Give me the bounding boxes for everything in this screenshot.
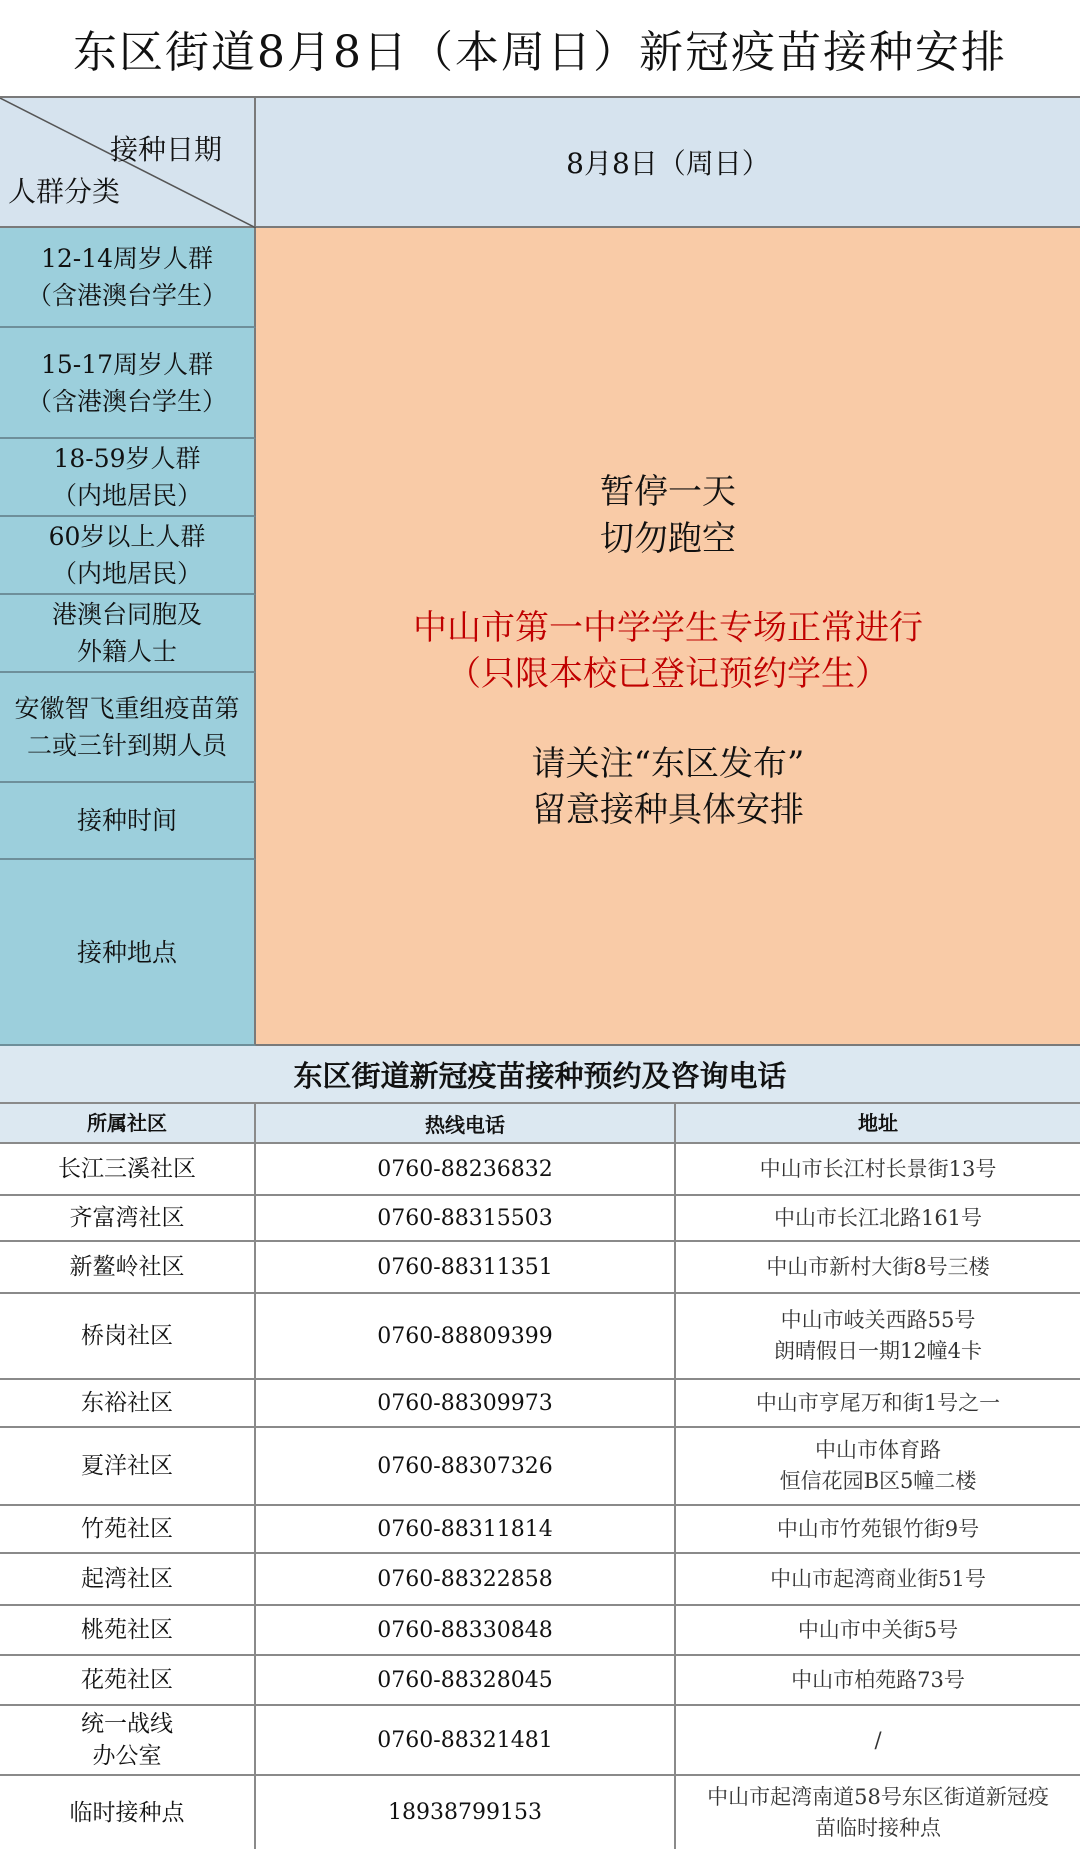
location-row-label [0, 860, 256, 1046]
header-phone: 热线电话 [256, 1104, 676, 1142]
address-line: 朗晴假日一期12幢4卡 [773, 1339, 983, 1363]
notice-line: 请关注“东区发布” [531, 744, 805, 784]
address-cell: 中山市柏苑路73号 [791, 1667, 965, 1692]
header-address: 地址 [858, 1110, 898, 1135]
address-cell: / [874, 1727, 882, 1752]
address-cell: 中山市起湾商业街51号 [770, 1566, 986, 1591]
suspension-notice [256, 228, 1080, 1046]
community-cell: 临时接种点 [0, 1776, 256, 1849]
group-column [0, 228, 256, 1046]
community-cell: 起湾社区 [0, 1554, 256, 1604]
group-row [0, 673, 256, 783]
community-cell: 东裕社区 [0, 1380, 256, 1426]
group-line1: 港澳台同胞及 [51, 600, 202, 629]
community-cell [0, 1706, 256, 1774]
page-title: 东区街道8月8日（本周日）新冠疫苗接种安排 [0, 0, 1080, 98]
table-row [0, 1656, 1080, 1706]
table-row [0, 1554, 1080, 1606]
phone-cell: 18938799153 [256, 1776, 676, 1849]
phone-cell: 0760-88330848 [256, 1606, 676, 1654]
notice-line: 暂停一天 [600, 472, 736, 512]
notice-line: 切勿跑空 [600, 519, 736, 559]
address-cell: 中山市长江北路161号 [773, 1205, 983, 1230]
address-line: 恒信花园B区5幢二楼 [779, 1469, 977, 1493]
community-cell: 桃苑社区 [0, 1606, 256, 1654]
community-cell: 新鳌岭社区 [0, 1242, 256, 1292]
corner-label-group: 人群分类 [8, 175, 121, 208]
date-header: 8月8日（周日） [256, 98, 1080, 228]
group-row [0, 517, 256, 595]
phone-cell: 0760-88322858 [256, 1554, 676, 1604]
table-row [0, 1196, 1080, 1242]
group-line2: 二或三针到期人员 [26, 731, 227, 760]
table-row [0, 1506, 1080, 1554]
group-line1: 12-14周岁人群 [40, 244, 214, 273]
community-cell: 齐富湾社区 [0, 1196, 256, 1240]
group-row [0, 328, 256, 439]
group-row [0, 439, 256, 517]
address-cell [676, 1776, 1080, 1849]
group-line2: （含港澳台学生） [26, 281, 227, 310]
group-row [0, 228, 256, 328]
address-cell: 中山市中关街5号 [797, 1617, 959, 1642]
address-cell [676, 1294, 1080, 1378]
corner-label-date: 接种日期 [109, 133, 222, 166]
address-cell: 中山市亨尾万和街1号之一 [755, 1390, 1001, 1415]
group-line1: 15-17周岁人群 [40, 349, 214, 379]
address-line: 中山市体育路 [815, 1438, 941, 1462]
group-line2: （含港澳台学生） [26, 386, 227, 416]
phone-cell: 0760-88328045 [256, 1656, 676, 1704]
address-cell: 中山市长江村长景街13号 [759, 1156, 997, 1181]
schedule-table [0, 98, 1080, 1046]
phone-cell: 0760-88321481 [256, 1706, 676, 1774]
group-line1: 接种地点 [76, 937, 177, 967]
community-cell: 竹苑社区 [0, 1506, 256, 1552]
table-row [0, 1144, 1080, 1196]
table-row [0, 1294, 1080, 1380]
header-community: 所属社区 [0, 1104, 256, 1142]
community-cell: 长江三溪社区 [0, 1144, 256, 1194]
address-cell: 中山市竹苑银竹街9号 [776, 1516, 980, 1541]
phone-cell: 0760-88311351 [256, 1242, 676, 1292]
address-cell [676, 1428, 1080, 1504]
phone-cell: 0760-88809399 [256, 1294, 676, 1378]
notice-line: 留意接种具体安排 [532, 790, 804, 830]
group-line1: 18-59岁人群 [53, 444, 201, 473]
phone-cell: 0760-88315503 [256, 1196, 676, 1240]
table-row [0, 1776, 1080, 1849]
time-row-label [0, 783, 256, 860]
community-cell: 花苑社区 [0, 1656, 256, 1704]
address-cell: 中山市新村大街8号三楼 [766, 1254, 990, 1279]
community-line: 统一战线 [81, 1711, 173, 1737]
group-line2: （内地居民） [51, 559, 202, 588]
address-line: 中山市起湾南道58号东区街道新冠疫 [707, 1784, 1049, 1809]
phone-cell: 0760-88311814 [256, 1506, 676, 1552]
group-line1: 安徽智飞重组疫苗第 [14, 694, 240, 723]
table-row [0, 1606, 1080, 1656]
table-row [0, 1380, 1080, 1428]
group-line1: 接种时间 [76, 806, 177, 835]
community-cell: 夏洋社区 [0, 1428, 256, 1504]
group-line2: （内地居民） [51, 481, 202, 510]
group-row [0, 595, 256, 673]
contacts-header-row [0, 1104, 1080, 1144]
notice-highlight-line: 中山市第一中学学生专场正常进行 [413, 608, 923, 648]
community-cell: 桥岗社区 [0, 1294, 256, 1378]
contacts-title: 东区街道新冠疫苗接种预约及咨询电话 [0, 1046, 1080, 1104]
community-line: 办公室 [92, 1743, 162, 1769]
phone-cell: 0760-88236832 [256, 1144, 676, 1194]
group-line2: 外籍人士 [76, 637, 177, 666]
phone-cell: 0760-88307326 [256, 1428, 676, 1504]
notice-highlight-line: （只限本校已登记预约学生） [447, 654, 889, 694]
address-line: 苗临时接种点 [815, 1815, 941, 1840]
table-row [0, 1428, 1080, 1506]
group-line1: 60岁以上人群 [48, 522, 206, 551]
table-row [0, 1706, 1080, 1776]
phone-cell: 0760-88309973 [256, 1380, 676, 1426]
address-line: 中山市岐关西路55号 [780, 1308, 976, 1332]
table-row [0, 1242, 1080, 1294]
header-corner-cell [0, 98, 256, 228]
